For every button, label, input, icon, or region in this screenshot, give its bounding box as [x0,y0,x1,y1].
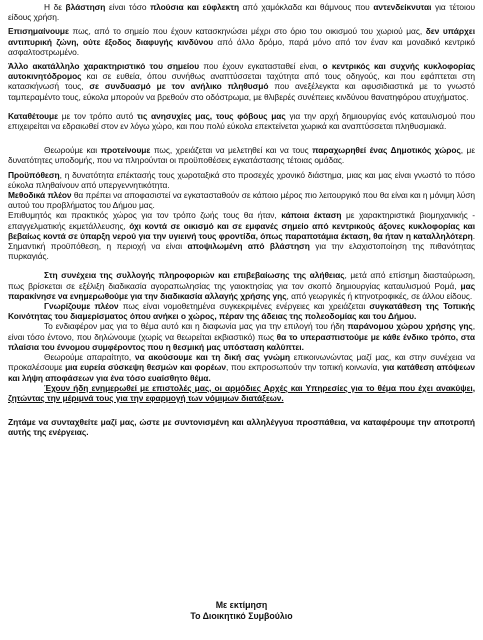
text-run: πως, από το σημείο που έχουν κατασκηνώσει μέχρι στο όριο του οικισμού του χωριού μας, [68,26,426,37]
text-run: με χαρακτηριστικά βιομηχανικής - επαγγελματικής εκμετάλλευσης, [8,210,475,231]
paragraph-p9 [8,270,475,301]
emphasized-text: Μεθοδικά πλέον [8,190,72,201]
text-run: Επιθυμητός και πρακτικός χώρος για τον τρόπο ζωής τους θα ήταν, [8,210,282,221]
text-run: , που εκπροσωπούν την τοπική κοινωνία, [226,362,383,373]
emphasized-text: παραχωρηθεί ένας Δημοτικός χώρος [312,145,461,156]
text-run: από χαμόκλαδα και θάμνους που [239,2,374,12]
emphasized-text: Καταθέτουμε [8,110,59,121]
emphasized-text: Άλλο ακατάλληλο χαρακτηριστικό του σημείου [8,61,200,72]
emphasized-text: προτείνουμε [100,145,151,156]
emphasized-text: Έχουν ήδη ενημερωθεί με επιστολές μας, οι αρμόδιες Αρχές και Υπηρεσίες για το θέμα που έχει ανακύψει, ζητώντας την μέριμνά τους για την εφαρμογή των νόμιμων διατάξεων. [8,382,475,403]
paragraph-p6 [8,170,475,190]
text-run: που έχουν εγκατασταθεί είναι, [199,61,323,72]
paragraph-spacer [8,102,475,111]
text-run: . Σημαντική προϋπόθεση, η περιοχή να είναι [8,230,475,252]
emphasized-text: Προϋπόθεση [8,169,60,180]
text-run: είναι τόσο [105,2,151,12]
text-run: για την ελαχιστοποίηση της πιθανότητας πυρκαγιάς. [8,241,475,262]
text-run: , είναι τόσο έντονο, που δηλώνουμε (χωρίς να θεωρείται εκβιαστικό) πως [8,321,475,342]
text-run: πως είναι νομοθετημένα συγκεκριμένες ενέργειες και χρειάζεται [118,301,370,312]
paragraph-p13 [8,383,475,403]
emphasized-text: δεν υπάρχει αντιπυρική ζώνη, ούτε έξοδος διαφυγής κινδύνου [8,26,476,47]
paragraph-p11 [8,321,475,352]
emphasized-text: Ζητάμε να συνταχθείτε μαζί μας, ώστε με συντονισμένη και αλληλέγγυα προσπάθεια, να καταφέρουμε την αποτροπή αυτής της ενέργειας. [8,417,475,438]
text-run: , η δυνατότητα επέκτασής τους χωροταξικά στο προσεχές χρονικό διάστημα, μιας και μας είναι γνωστό το πόσο εύκολα πληθαίνουν από υπεργεννητικότητα. [8,169,475,190]
text-run: με τον τρόπο αυτό [58,110,137,121]
emphasized-text: Επισημαίνουμε [8,26,69,37]
emphasized-text: συγκατάθεση της Τοπικής Κοινότητας του διαμερίσματος όπου ανήκει ο χώρος, πέραν της άδειας της πολεοδομίας και του Δήμου. [8,301,475,322]
text-run: θα πρέπει να αποφασιστεί να εγκατασταθούν σε κάποιο μέρος πιο λειτουργικό που θα είναι και η μόνιμη λύση αυτού του προβλήματος του Δήμου μας. [8,190,476,211]
paragraph-p10 [8,301,475,321]
text-run: , από γεωργικές ή κτηνοτροφικές, σε άλλου είδους. [286,290,473,301]
letter-body [8,2,475,438]
paragraph-p14 [8,417,475,437]
paragraph-p5 [8,145,475,165]
emphasized-text: πλούσια και εύφλεκτη [150,2,240,12]
text-run: και σε ευθεία, όπου συνήθως αναπτύσσεται ταχύτητα από τους οδηγούς, και που εφάπτεται στη κατασκήνωσή τους, [8,71,475,92]
paragraph-p2 [8,26,475,57]
text-run: από άλλο δρόμο, παρά μόνο από τον έναν και μοναδικό κεντρικό ασφαλτοστρωμένο. [8,36,475,57]
text-run: για τέτοιου είδους χρήση. [8,2,475,23]
emphasized-text: να ακούσουμε και τη δική σας γνώμη [134,352,291,363]
emphasized-text: τις ανησυχίες μας, τους φόβους μας [136,110,286,121]
paragraph-p1 [8,2,475,22]
emphasized-text: για κατάθεση απόψεων και λήψη αποφάσεων για ένα τόσο ευαίσθητο θέμα. [8,362,475,383]
paragraph-spacer [8,261,475,270]
text-run: , μετά από επίσημη διασταύρωση, πως βρίσκεται σε εξέλιξη διαδικασία αγοραπωλησίας της γαιοκτησίας για τον σκοπό δημιουργίας καταυλισμού Ρομά, [8,270,475,291]
paragraph-p7 [8,190,475,210]
emphasized-text: μια ευρεία σύσκεψη θεσμών και φορέων [65,362,227,373]
text-run: επικοινωνώντας μαζί μας, και στην συνέχεια να προκαλέσουμε [8,352,475,373]
emphasized-text: αντενδείκνυται [373,2,432,12]
text-run: Η δε [44,2,66,12]
emphasized-text: αποψιλωμένη από βλάστηση [187,241,310,252]
emphasized-text: κάποια έκταση [281,210,342,221]
paragraph-p8 [8,210,475,261]
emphasized-text: Στη συνέχεια της συλλογής πληροφοριών και επιβεβαίωσης της αλήθειας [44,270,345,281]
emphasized-text: Γνωρίζουμε πλέον [44,301,119,312]
emphasized-text: ο κεντρικός και συχνής κυκλοφορίας αυτοκινητόδρομος [8,61,475,82]
closing-salutation: Με εκτίμηση [215,600,268,610]
emphasized-text: όχι κοντά σε οικισμό και σε εμφανές σημείο από κεντρικούς άξονες κυκλοφορίας και βεβαίως κοντά σε ύπαρξη νερού για την υγιεινή τους φροντίδα, όπως παραποτάμια έκταση, θα ήταν η καταλληλότερη [8,220,476,241]
text-run: που ανεξέλεγκτα και αφυσιδιαστικά με το γνωστό ταμπεραμέντο τους, εύκολα μπορούν να βρεθούν στο οδόστρωμα, με θλιβερές συνέπειες κινδύνου θανατηφόρου ατυχήματος. [8,81,476,102]
emphasized-text: σε συνδυασμό με τον ανήλικο πληθυσμό [89,81,269,92]
emphasized-text: θα το υπερασπιστούμε με κάθε ένδικο τρόπο, στα πλαίσια του έννομου συμφέροντος που η θεσμική μας υπόσταση καλύπτει. [8,331,475,352]
text-run: Θεωρούμε απαραίτητο, [44,352,135,363]
paragraph-p4 [8,111,475,131]
paragraph-spacer [8,403,475,417]
text-run: για την αρχή δημιουργίας ενός καταυλισμού που επιχειρείται να εδραιωθεί στον εν λόγω χώρο, και που πολύ εύκολα επεκτείνεται χωρικά και αναπτύσσεται πληθυσμιακά. [8,110,475,132]
text-run: Το ενδιαφέρον μας για το θέμα αυτό και η διαφωνία μας για την επιλογή του ήδη [44,321,348,332]
text-run: , με δυνατότητες υποδομής, που να πληρούνται οι προϋποθέσεις εγκατάστασης τέτοιας ομάδας. [8,145,476,166]
text-run: πως, χρειάζεται να μελετηθεί και να τους [150,145,313,156]
paragraph-spacer [8,131,475,145]
signatory-board: Το Διοικητικό Συμβούλιο [190,611,293,621]
paragraph-p3 [8,61,475,102]
text-run: Θεωρούμε και [44,145,101,156]
emphasized-text: βλάστηση [65,2,106,12]
emphasized-text: μας παρακίνησε να ενημερωθούμε για την διαδικασία αλλαγής χρήσης γης [8,280,475,301]
emphasized-text: παράνομου χώρου χρήσης γης [347,321,473,332]
paragraph-p12 [8,352,475,383]
